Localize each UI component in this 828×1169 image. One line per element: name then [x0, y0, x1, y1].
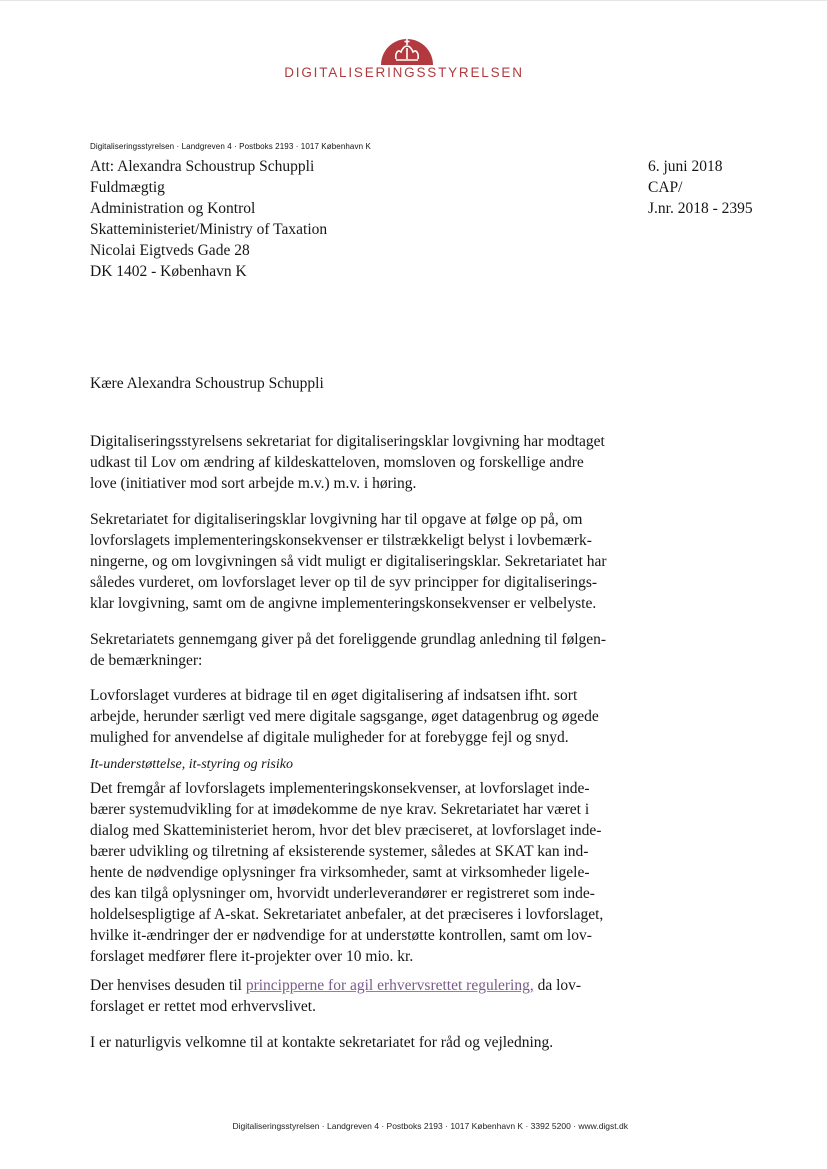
principles-link[interactable]: principperne for agil erhvervsrettet regulering, [245, 977, 534, 994]
paragraph-intro: Digitaliseringsstyrelsens sekretariat for digitaliseringsklar lovgivning har modtaget udkast til Lov om ændring af kildeskatteloven, momsloven og forskellige andre love (initiativer mod sort arbejde m.v.) m.v. i høring. [90, 433, 605, 492]
letter-reference: CAP/ [648, 179, 683, 196]
crown-seal-icon [379, 33, 435, 67]
recipient-line: Skatteministeriet/Ministry of Taxation [90, 221, 328, 238]
paragraph-reference [90, 975, 630, 1017]
reference-text: Der henvises desuden til [90, 977, 246, 994]
paragraph-it-support: Det fremgår af lovforslagets implementeringskonsekvenser, at lovforslaget inde- bærer systemudvikling for at imødekomme de nye krav. Sekretariatet har været i dialog med Skatteministeriet herom, hvor det blev præciseret, at lovforslaget inde- bærer udvikling og tilretning af eksisterende systemer, således at SKAT kan ind- hente de nødvendige oplysninger fra virksomheder, samt at virksomheder ligele- des kan tilgå oplysninger om, hvorvidt underleverandører er registreret som inde- holdelsespligtige af A-skat. Sekretariatet anbefaler, at det præciseres i lovforslaget, hvilke it-ændringer der er nødvendige for at understøtte kontrollen, samt om lov- forslaget medfører flere it-projekter over 10 mio. kr. [90, 780, 604, 965]
recipient-line: Administration og Kontrol [90, 200, 256, 217]
footer-address: Digitaliseringsstyrelsen · Landgreven 4 · Postboks 2193 · 1017 København K · 3392 5200 · www.digst.dk [232, 1121, 628, 1131]
recipient-line: DK 1402 - København K [90, 263, 247, 280]
recipient-line: Att: Alexandra Schoustrup Schuppli [90, 158, 315, 175]
paragraph-review: Sekretariatets gennemgang giver på det foreliggende grundlag anledning til følgen- de bemærkninger: [90, 631, 607, 669]
journal-number: J.nr. 2018 - 2395 [648, 200, 753, 217]
letter-date: 6. juni 2018 [648, 158, 723, 175]
paragraph-assessment: Lovforslaget vurderes at bidrage til en øget digitalisering af indsatsen ifht. sort arbejde, herunder særligt ved mere digitale sagsgange, øget datagenbrug og øgede mulighed for anvendelse af digitale muligheder for at forebygge fejl og snyd. [90, 687, 599, 746]
recipient-line: Nicolai Eigtveds Gade 28 [90, 242, 250, 259]
recipient-line: Fuldmægtig [90, 179, 165, 196]
greeting: Kære Alexandra Schoustrup Schuppli [90, 375, 324, 392]
recipient-address [90, 156, 327, 282]
sender-address-line: Digitaliseringsstyrelsen · Landgreven 4 · Postboks 2193 · 1017 København K [90, 142, 371, 151]
paragraph-closing: I er naturligvis velkomne til at kontakte sekretariatet for råd og vejledning. [90, 1034, 554, 1051]
paragraph-purpose: Sekretariatet for digitaliseringsklar lovgivning har til opgave at følge op på, om lovforslagets implementeringskonsekvenser er tilstrækkeligt belyst i lovbemærk- ningerne, og om lovgivningen så vidt muligt er digitaliseringsklar. Sekretariatet har således vurderet, om lovforslaget lever op til de syv principper for digitaliserings- klar lovgivning, samt om de angivne implementeringskonsekvenser er velbelyste. [90, 511, 607, 612]
reference-text-continued: da lov- forslaget er rettet mod erhvervslivet. [90, 977, 582, 1015]
letter-meta [648, 156, 753, 219]
section-heading: It-understøttelse, it-styring og risiko [90, 757, 293, 772]
organization-name: DIGITALISERINGSSTYRELSEN [284, 65, 524, 80]
